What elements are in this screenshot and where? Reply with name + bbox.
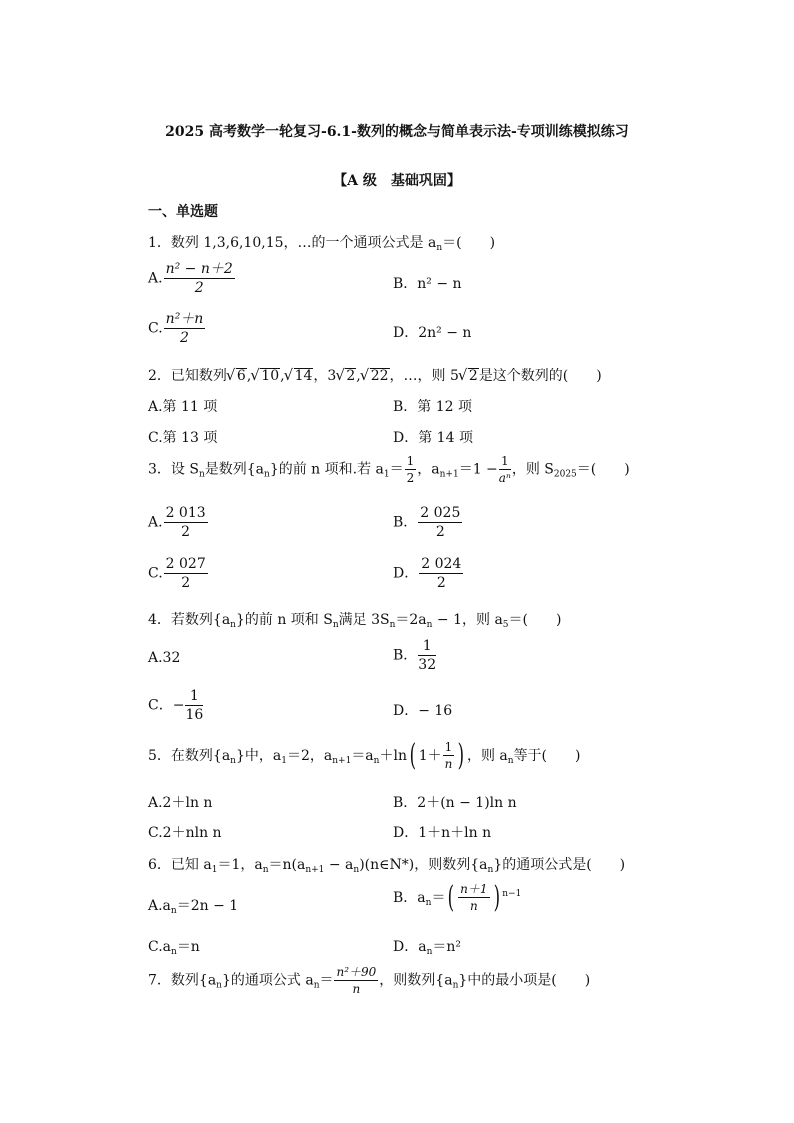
- q4-option-c: C．− $\frac{1}{16}$: [148, 688, 204, 723]
- q3-option-d: D． $\frac{2 024}{2}$: [393, 556, 462, 591]
- q3-option-b: B． $\frac{2 025}{2}$: [393, 505, 461, 540]
- q3-option-a: A. $\frac{2 013}{2}$: [148, 505, 206, 540]
- question-4: 4．若数列$\{a_n\}$的前 n 项和 $S_n$满足 $3S_n=2a_n - 1$，则 $a_5=$( ): [148, 612, 562, 630]
- part-heading: 一、单选题: [148, 204, 218, 220]
- q6-option-a: $A.a_n=2n - 1$: [148, 898, 239, 916]
- q2-option-b: B．第 12 项: [393, 399, 473, 415]
- document-title: 2025 高考数学一轮复习-6.1-数列的概念与简单表示法-专项训练模拟练习: [165, 124, 629, 140]
- q1-option-c: C. $\frac{\text{n²＋n}}{2}$: [148, 311, 204, 346]
- left-paren-icon: (: [409, 738, 417, 773]
- right-paren-icon: ): [457, 738, 465, 773]
- q1-option-b: B．n² − n: [393, 276, 462, 292]
- question-2: 2．已知数列√ 6,√ 10,√ 14，3√ 2,√ 22，…，则 5√ 2是这个数列的( ): [148, 365, 602, 385]
- question-3: 3．设 $S_n$是数列$\{a_n\}$的前 n 项和.若 $a_1=$ $\frac{1}{2}$ ，$a_{n+1}=1$ − $\frac{1}{\text{aⁿ}}$ ，则 $S_{2025}=$( ): [148, 454, 630, 485]
- q1-option-d: D．2n² − n: [393, 325, 472, 341]
- q5-option-d: D．1＋n＋ln n: [393, 825, 492, 841]
- q4-option-b: B． $\frac{1}{32}$: [393, 638, 437, 673]
- section-heading: 【A 级 基础巩固】: [333, 173, 461, 189]
- question-1: 1．数列 1,3,6,10,15，…的一个通项公式是 $a_n=$( ): [148, 235, 496, 253]
- q6-option-d: D．$a_n=n^2$: [393, 939, 462, 957]
- q1-option-a: A. $\frac{\text{n² − n＋2}}{2}$: [148, 261, 233, 296]
- q6-option-b: B．$a_n=$( $\frac{n+1}{n}$ ) $^{n-1}$: [393, 880, 522, 915]
- q4-option-a: A.32: [148, 650, 181, 666]
- question-5: 5．在数列$\{a_n\}$中，$a_1=2$，$a_{n+1}=a_n+\ln$( 1＋ $\frac{1}{n}$ ) ，则 $a_n$等于( ): [148, 738, 581, 773]
- q4-option-d: D．− 16: [393, 703, 453, 719]
- q2-option-a: A.第 11 项: [148, 399, 218, 415]
- question-7: 7．数列$\{a_n\}$的通项公式 $a_n=$ $\frac{\text{n²＋90}}{n}$ ，则数列$\{a_n\}$中的最小项是( ): [148, 965, 591, 996]
- question-6: 6．已知 $a_1=1$，$a_n=n(a_{n+1}$ − $a_n)(n\in N*)$，则数列$\{a_n\}$的通项公式是( ): [148, 857, 626, 875]
- q5-option-c: C.2＋nln n: [148, 825, 222, 841]
- q5-option-a: A.2＋ln n: [148, 795, 213, 811]
- q2-option-c: C.第 13 项: [148, 430, 218, 446]
- q6-option-c: $C.a_n=n$: [148, 939, 200, 957]
- q3-option-c: C. $\frac{2 027}{2}$: [148, 556, 206, 591]
- q5-option-b: B．2＋(n − 1)ln n: [393, 795, 517, 811]
- q2-option-d: D．第 14 项: [393, 430, 473, 446]
